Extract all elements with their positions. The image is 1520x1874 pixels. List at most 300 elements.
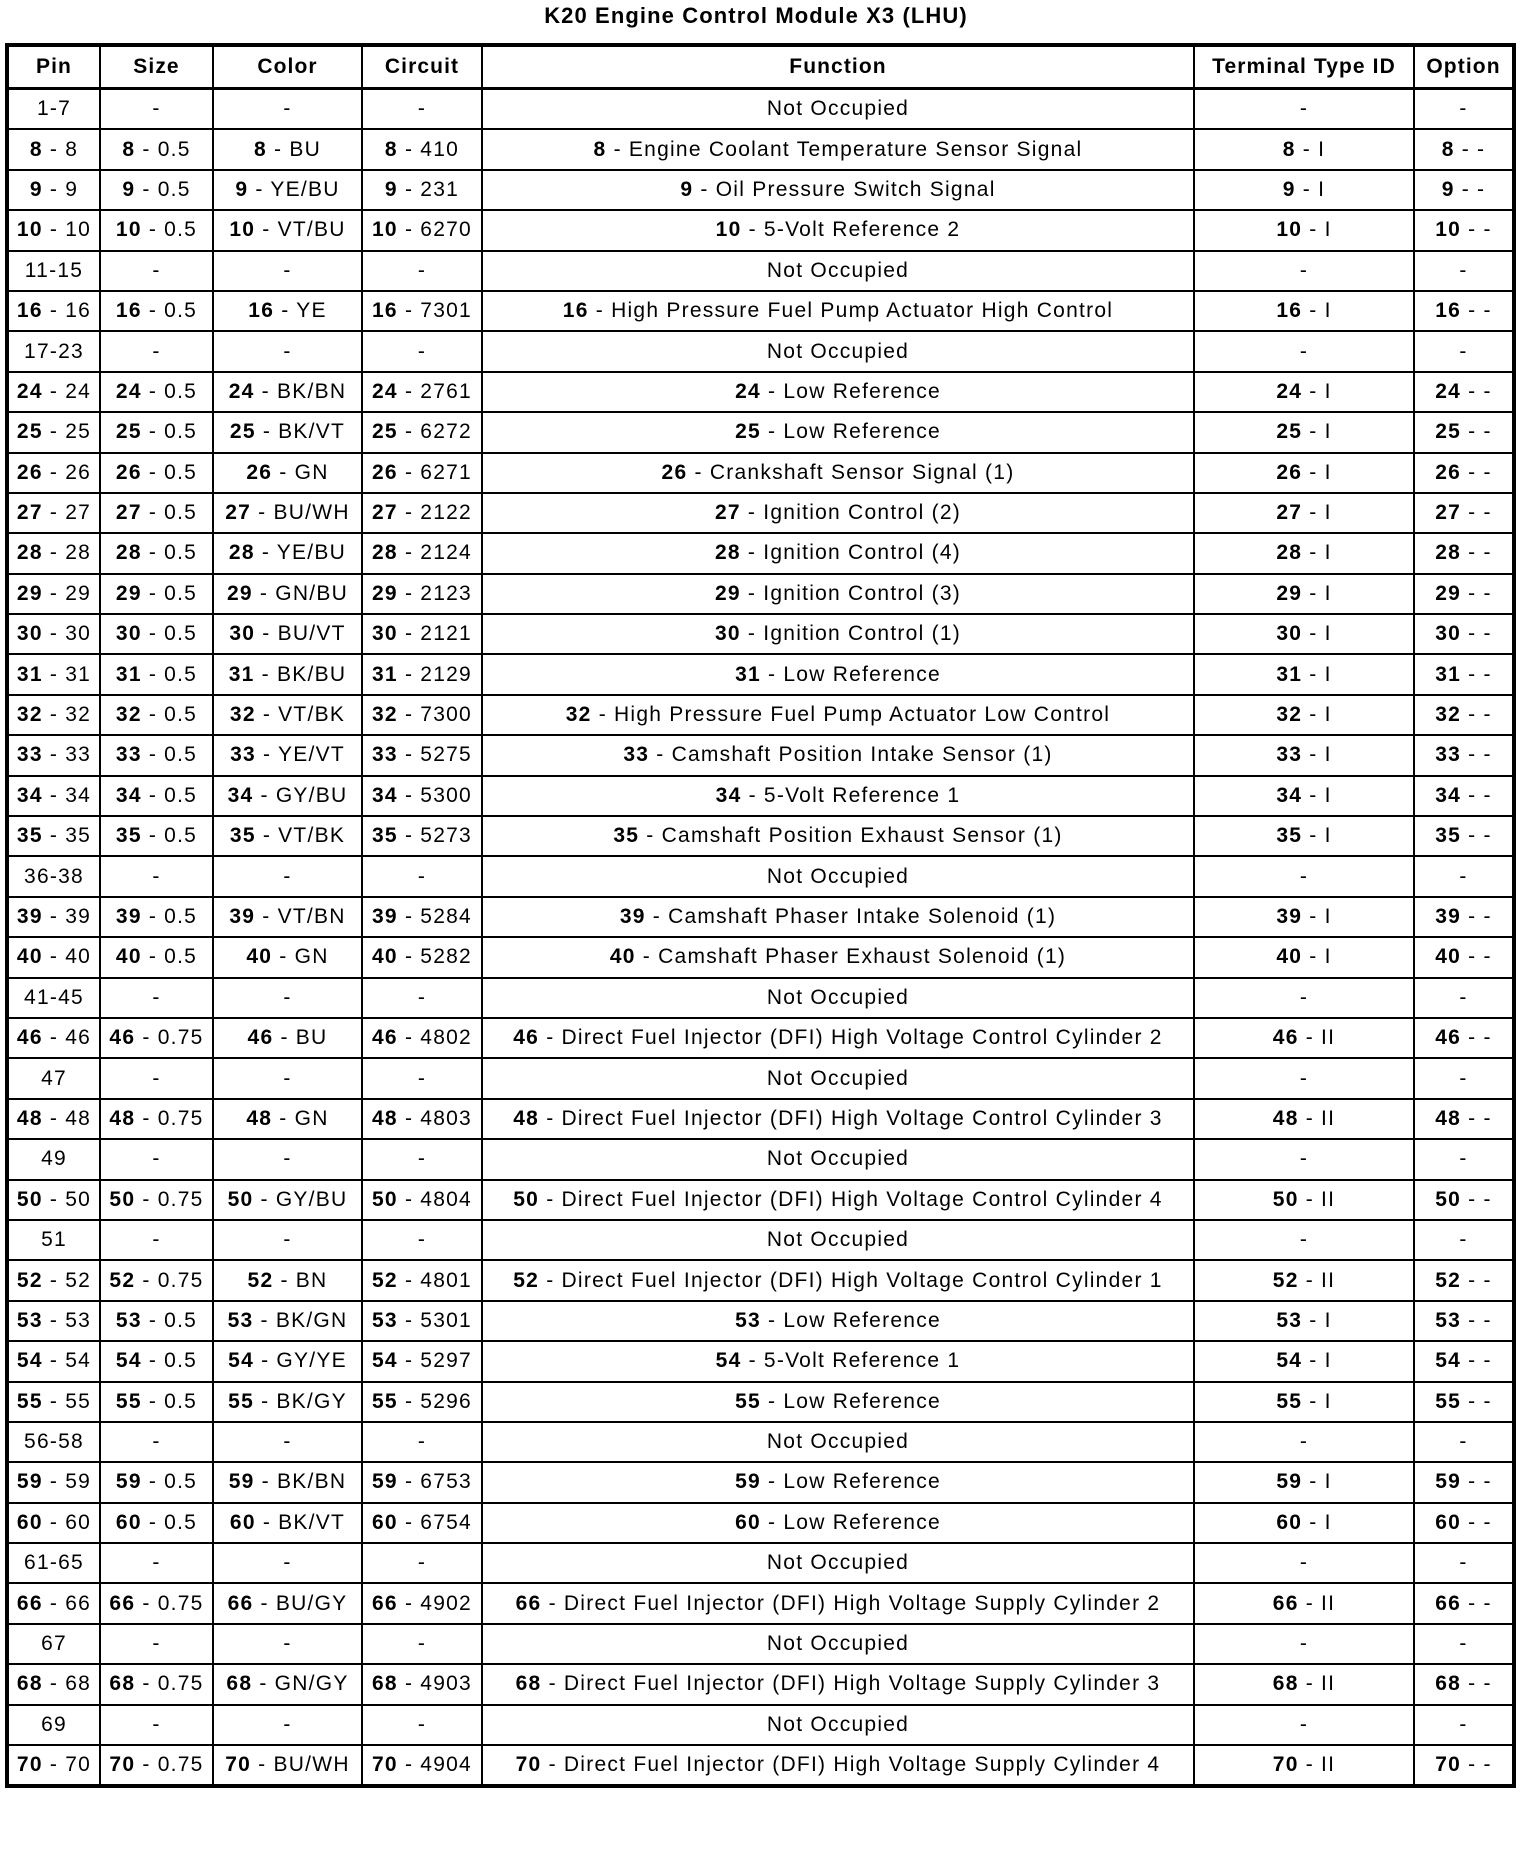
color-cell (213, 1583, 362, 1623)
cell-number: 34 (16, 783, 43, 807)
cell-number: 68 (109, 1672, 136, 1696)
option-cell (1414, 493, 1514, 533)
size-cell (100, 1341, 213, 1381)
function-cell (482, 1180, 1194, 1220)
cell-text: - VT/BK (255, 703, 346, 727)
cell-number: 53 (115, 1308, 142, 1332)
color-cell (213, 1301, 362, 1341)
circuit-cell (362, 574, 482, 614)
option-cell (1414, 1382, 1514, 1422)
cell-text: Not Occupied (766, 1632, 910, 1656)
cell-text: - 5-Volt Reference 1 (741, 783, 961, 807)
pin-cell (7, 129, 100, 169)
table-row (7, 654, 1514, 694)
cell-text: - YE/BU (248, 177, 340, 201)
cell-number: 59 (372, 1470, 398, 1494)
option-cell (1414, 251, 1514, 291)
cell-number: 34 (1276, 783, 1303, 807)
cell-number: 24 (115, 379, 142, 403)
color-cell (213, 1382, 362, 1422)
cell-text: - - (1461, 1349, 1492, 1373)
cell-text: - 52 (42, 1268, 92, 1292)
cell-number: 9 (1282, 177, 1296, 201)
cell-number: 40 (372, 945, 398, 969)
cell-text: - I (1302, 501, 1332, 525)
cell-number: 50 (109, 1187, 136, 1211)
cell-text: - II (1298, 1026, 1336, 1050)
table-row (7, 937, 1514, 977)
table-row (7, 1503, 1514, 1543)
terminal-type-cell (1194, 210, 1414, 250)
terminal-type-cell (1194, 129, 1414, 169)
circuit-cell (362, 291, 482, 331)
cell-text: - 6272 (397, 420, 472, 444)
terminal-type-cell (1194, 251, 1414, 291)
cell-text: Not Occupied (766, 1430, 910, 1454)
cell-number: 68 (515, 1672, 542, 1696)
cell-number: 24 (1435, 379, 1462, 403)
pin-cell (7, 654, 100, 694)
cell-text: - I (1302, 783, 1332, 807)
cell-text: - (1299, 864, 1309, 888)
cell-text: - (283, 1066, 292, 1090)
cell-text: - (1459, 1632, 1468, 1656)
cell-text: - - (1461, 1389, 1492, 1413)
cell-number: 66 (1435, 1591, 1462, 1615)
cell-number: 9 (1441, 177, 1455, 201)
cell-text: - 0.5 (141, 460, 198, 484)
color-cell (213, 291, 362, 331)
cell-number: 55 (372, 1389, 398, 1413)
cell-text: - 10 (42, 218, 92, 242)
cell-text: Not Occupied (766, 1147, 910, 1171)
color-cell (213, 897, 362, 937)
cell-number: 29 (226, 581, 253, 605)
cell-text: - 231 (397, 177, 460, 201)
cell-text: - 0.5 (141, 622, 198, 646)
pin-cell (7, 291, 100, 331)
cell-text: - (1299, 1712, 1309, 1736)
function-cell (482, 1543, 1194, 1583)
table-row (7, 1260, 1514, 1300)
color-cell (213, 614, 362, 654)
cell-text: - Direct Fuel Injector (DFI) High Voltage Control Cylinder 3 (539, 1106, 1163, 1130)
cell-text: - 0.5 (141, 501, 198, 525)
size-cell (100, 897, 213, 937)
cell-text: - 0.75 (135, 1753, 204, 1777)
cell-text: - 4904 (397, 1753, 472, 1777)
terminal-type-cell (1194, 1583, 1414, 1623)
cell-text: - (1299, 1551, 1309, 1575)
cell-text: - (1299, 339, 1309, 363)
terminal-type-cell (1194, 735, 1414, 775)
color-cell (213, 1664, 362, 1704)
size-cell (100, 412, 213, 452)
cell-text: - Direct Fuel Injector (DFI) High Voltage Control Cylinder 4 (539, 1187, 1163, 1211)
cell-text: - (1459, 258, 1468, 282)
cell-text: 56-58 (24, 1430, 84, 1454)
cell-number: 25 (735, 420, 761, 444)
cell-text: - 0.75 (135, 1026, 204, 1050)
cell-text: - 4803 (397, 1106, 472, 1130)
cell-text: - - (1461, 622, 1492, 646)
cell-text: - 66 (42, 1591, 92, 1615)
cell-number: 52 (1435, 1268, 1462, 1292)
option-cell (1414, 776, 1514, 816)
terminal-type-cell (1194, 1543, 1414, 1583)
cell-text: - GN (272, 945, 329, 969)
pin-cell (7, 210, 100, 250)
cell-number: 33 (16, 743, 43, 767)
color-cell (213, 1462, 362, 1502)
cell-text: - - (1461, 1470, 1492, 1494)
cell-text: - 7300 (397, 703, 472, 727)
cell-number: 60 (229, 1510, 256, 1534)
cell-text: - 5296 (397, 1389, 472, 1413)
size-cell (100, 1664, 213, 1704)
cell-number: 34 (372, 783, 398, 807)
terminal-type-cell (1194, 1341, 1414, 1381)
cell-text: - I (1302, 299, 1332, 323)
cell-text: - Direct Fuel Injector (DFI) High Voltage Control Cylinder 2 (539, 1026, 1163, 1050)
cell-text: - (1459, 1551, 1468, 1575)
size-cell (100, 453, 213, 493)
cell-number: 16 (1435, 299, 1462, 323)
cell-number: 10 (1435, 218, 1462, 242)
table-row (7, 1220, 1514, 1260)
function-cell (482, 1422, 1194, 1462)
cell-text: - - (1461, 783, 1492, 807)
cell-text: - II (1298, 1591, 1336, 1615)
cell-text: - (417, 864, 427, 888)
color-cell (213, 89, 362, 130)
cell-number: 29 (1276, 581, 1303, 605)
header-terminal-type-id: Terminal Type ID (1194, 45, 1414, 89)
pin-cell (7, 1180, 100, 1220)
cell-text: - - (1461, 218, 1492, 242)
cell-number: 52 (372, 1268, 398, 1292)
cell-number: 40 (115, 945, 142, 969)
cell-text: - 27 (42, 501, 92, 525)
cell-number: 33 (372, 743, 398, 767)
table-row (7, 1058, 1514, 1098)
cell-number: 59 (115, 1470, 142, 1494)
cell-text: - - (1461, 581, 1492, 605)
cell-text: - 0.5 (141, 299, 198, 323)
circuit-cell (362, 129, 482, 169)
cell-text: 49 (41, 1147, 67, 1171)
color-cell (213, 1260, 362, 1300)
terminal-type-cell (1194, 372, 1414, 412)
table-row (7, 1664, 1514, 1704)
circuit-cell (362, 533, 482, 573)
cell-text: - - (1461, 824, 1492, 848)
pin-cell (7, 1341, 100, 1381)
cell-number: 54 (228, 1349, 254, 1373)
cell-text: Not Occupied (766, 864, 910, 888)
cell-text: - 0.5 (141, 1470, 198, 1494)
cell-text: - (417, 1066, 427, 1090)
cell-text: - (152, 339, 161, 363)
cell-text: - I (1302, 945, 1332, 969)
size-cell (100, 210, 213, 250)
cell-text: - (152, 258, 161, 282)
terminal-type-cell (1194, 331, 1414, 371)
size-cell (100, 1624, 213, 1664)
cell-number: 9 (29, 177, 43, 201)
cell-text: 41-45 (24, 985, 84, 1009)
cell-text: - 4902 (397, 1591, 472, 1615)
cell-text: - GY/YE (254, 1349, 347, 1373)
terminal-type-cell (1194, 1018, 1414, 1058)
cell-number: 59 (1276, 1470, 1303, 1494)
cell-number: 50 (372, 1187, 398, 1211)
cell-number: 31 (16, 662, 43, 686)
cell-number: 30 (229, 622, 256, 646)
size-cell (100, 1543, 213, 1583)
cell-number: 68 (16, 1672, 43, 1696)
pin-cell (7, 1705, 100, 1745)
cell-number: 68 (1435, 1672, 1462, 1696)
size-cell (100, 695, 213, 735)
cell-number: 66 (16, 1591, 43, 1615)
cell-text: - 0.5 (141, 218, 198, 242)
pin-cell (7, 493, 100, 533)
cell-number: 39 (16, 905, 43, 928)
cell-number: 54 (372, 1349, 398, 1373)
color-cell (213, 1543, 362, 1583)
cell-text: - 6753 (397, 1470, 472, 1494)
function-cell (482, 170, 1194, 210)
terminal-type-cell (1194, 1422, 1414, 1462)
cell-text: - (1299, 1228, 1309, 1252)
terminal-type-cell (1194, 776, 1414, 816)
cell-number: 55 (228, 1389, 254, 1413)
cell-number: 60 (16, 1510, 43, 1534)
cell-number: 53 (16, 1308, 43, 1332)
color-cell (213, 493, 362, 533)
circuit-cell (362, 1180, 482, 1220)
header-size: Size (100, 45, 213, 89)
cell-number: 8 (384, 137, 398, 161)
table-row (7, 89, 1514, 130)
cell-text: - 33 (42, 743, 92, 767)
cell-text: - (1459, 1066, 1468, 1090)
cell-number: 35 (16, 824, 43, 848)
pin-cell (7, 372, 100, 412)
option-cell (1414, 1624, 1514, 1664)
function-cell (482, 1745, 1194, 1786)
size-cell (100, 1180, 213, 1220)
cell-text: - 0.75 (135, 1187, 204, 1211)
cell-text: - Ignition Control (2) (740, 501, 962, 525)
cell-text: - VT/BN (255, 905, 346, 928)
cell-text: 67 (41, 1632, 67, 1656)
option-cell (1414, 1705, 1514, 1745)
cell-text: - High Pressure Fuel Pump Actuator High Control (588, 299, 1114, 323)
cell-number: 60 (1276, 1510, 1303, 1534)
cell-number: 26 (246, 460, 273, 484)
cell-text: - GN (272, 1106, 329, 1130)
circuit-cell (362, 856, 482, 896)
cell-text: - 26 (42, 460, 92, 484)
cell-text: - 70 (42, 1753, 92, 1777)
terminal-type-cell (1194, 1664, 1414, 1704)
cell-text: - - (1461, 945, 1492, 969)
color-cell (213, 695, 362, 735)
table-row (7, 1018, 1514, 1058)
cell-text: - 5273 (397, 824, 472, 848)
color-cell (213, 170, 362, 210)
cell-text: - (152, 1551, 161, 1575)
function-cell (482, 695, 1194, 735)
size-cell (100, 978, 213, 1018)
cell-number: 27 (1276, 501, 1303, 525)
pin-cell (7, 1382, 100, 1422)
table-row (7, 1180, 1514, 1220)
cell-number: 27 (372, 501, 398, 525)
pin-cell (7, 695, 100, 735)
cell-text: - - (1461, 743, 1492, 767)
terminal-type-cell (1194, 453, 1414, 493)
cell-text: - - (1461, 1187, 1492, 1211)
cell-number: 24 (228, 379, 255, 403)
cell-text: - BN (273, 1268, 328, 1292)
cell-number: 24 (16, 379, 43, 403)
cell-text: - (417, 1228, 427, 1252)
cell-text: - I (1302, 379, 1332, 403)
size-cell (100, 1503, 213, 1543)
cell-text: - 0.75 (135, 1268, 204, 1292)
cell-text: - 2123 (397, 581, 472, 605)
terminal-type-cell (1194, 1705, 1414, 1745)
circuit-cell (362, 1543, 482, 1583)
header-color: Color (213, 45, 362, 89)
cell-number: 24 (372, 379, 398, 403)
header-row (7, 45, 1514, 89)
cell-text: - Ignition Control (1) (740, 622, 962, 646)
cell-number: 30 (115, 622, 142, 646)
cell-text: - 25 (42, 420, 92, 444)
function-cell (482, 129, 1194, 169)
cell-text: 11-15 (24, 258, 84, 282)
cell-text: - I (1302, 703, 1332, 727)
cell-text: Not Occupied (766, 1228, 910, 1252)
table-row (7, 856, 1514, 896)
cell-number: 26 (661, 460, 688, 484)
cell-text: - 2124 (397, 541, 472, 565)
terminal-type-cell (1194, 654, 1414, 694)
cell-text: - Low Reference (760, 1510, 941, 1534)
cell-number: 48 (513, 1106, 540, 1130)
cell-text: - Low Reference (760, 662, 941, 686)
cell-number: 30 (372, 622, 398, 646)
cell-text: 69 (41, 1712, 67, 1736)
cell-number: 31 (1276, 662, 1303, 686)
cell-number: 46 (1435, 1026, 1462, 1050)
pin-cell (7, 331, 100, 371)
cell-number: 33 (623, 743, 650, 767)
pin-cell (7, 574, 100, 614)
cell-number: 59 (228, 1470, 255, 1494)
cell-number: 33 (1435, 743, 1462, 767)
cell-number: 10 (715, 218, 742, 242)
cell-number: 66 (109, 1591, 136, 1615)
cell-number: 40 (609, 945, 636, 969)
cell-text: - 0.5 (141, 581, 198, 605)
cell-number: 48 (16, 1106, 43, 1130)
cell-text: - BU (266, 137, 322, 161)
cell-number: 48 (1272, 1106, 1299, 1130)
option-cell (1414, 1422, 1514, 1462)
cell-text: - (283, 258, 292, 282)
cell-number: 35 (372, 824, 398, 848)
cell-number: 10 (16, 218, 43, 242)
cell-text: - (1459, 864, 1468, 888)
cell-number: 39 (372, 905, 398, 928)
circuit-cell (362, 937, 482, 977)
cell-number: 32 (229, 703, 256, 727)
cell-number: 10 (372, 218, 398, 242)
option-cell (1414, 1462, 1514, 1502)
function-cell (482, 1664, 1194, 1704)
cell-number: 60 (735, 1510, 761, 1534)
cell-text: - 16 (42, 299, 92, 323)
cell-number: 31 (1435, 662, 1462, 686)
pin-cell (7, 1301, 100, 1341)
cell-number: 54 (115, 1349, 142, 1373)
terminal-type-cell (1194, 1139, 1414, 1179)
cell-text: Not Occupied (766, 985, 910, 1009)
function-cell (482, 1220, 1194, 1260)
terminal-type-cell (1194, 1180, 1414, 1220)
cell-text: - - (1461, 460, 1492, 484)
terminal-type-cell (1194, 937, 1414, 977)
cell-number: 16 (115, 299, 142, 323)
pin-cell (7, 1503, 100, 1543)
cell-number: 31 (228, 662, 255, 686)
cell-text: - 48 (42, 1106, 92, 1130)
size-cell (100, 816, 213, 856)
cell-number: 34 (227, 783, 254, 807)
option-cell (1414, 1180, 1514, 1220)
terminal-type-cell (1194, 1503, 1414, 1543)
cell-text: - BU (273, 1026, 328, 1050)
cell-number: 30 (1435, 622, 1462, 646)
cell-text: - YE/BU (254, 541, 347, 565)
cell-text: - (1299, 985, 1309, 1009)
option-cell (1414, 654, 1514, 694)
cell-text: - 35 (42, 824, 92, 848)
cell-number: 9 (235, 177, 249, 201)
size-cell (100, 1058, 213, 1098)
cell-number: 52 (247, 1268, 274, 1292)
color-cell (213, 412, 362, 452)
cell-number: 48 (1435, 1106, 1462, 1130)
cell-text: - - (1461, 1510, 1492, 1534)
cell-number: 8 (29, 137, 43, 161)
cell-number: 68 (226, 1672, 253, 1696)
cell-text: - 5-Volt Reference 2 (741, 218, 961, 242)
cell-text: - 5300 (397, 783, 472, 807)
cell-text: - 6270 (397, 218, 472, 242)
option-cell (1414, 331, 1514, 371)
table-row (7, 978, 1514, 1018)
cell-number: 25 (229, 420, 256, 444)
cell-text: - 5284 (397, 905, 472, 928)
cell-number: 54 (1435, 1349, 1462, 1373)
cell-text: - - (1461, 1106, 1492, 1130)
